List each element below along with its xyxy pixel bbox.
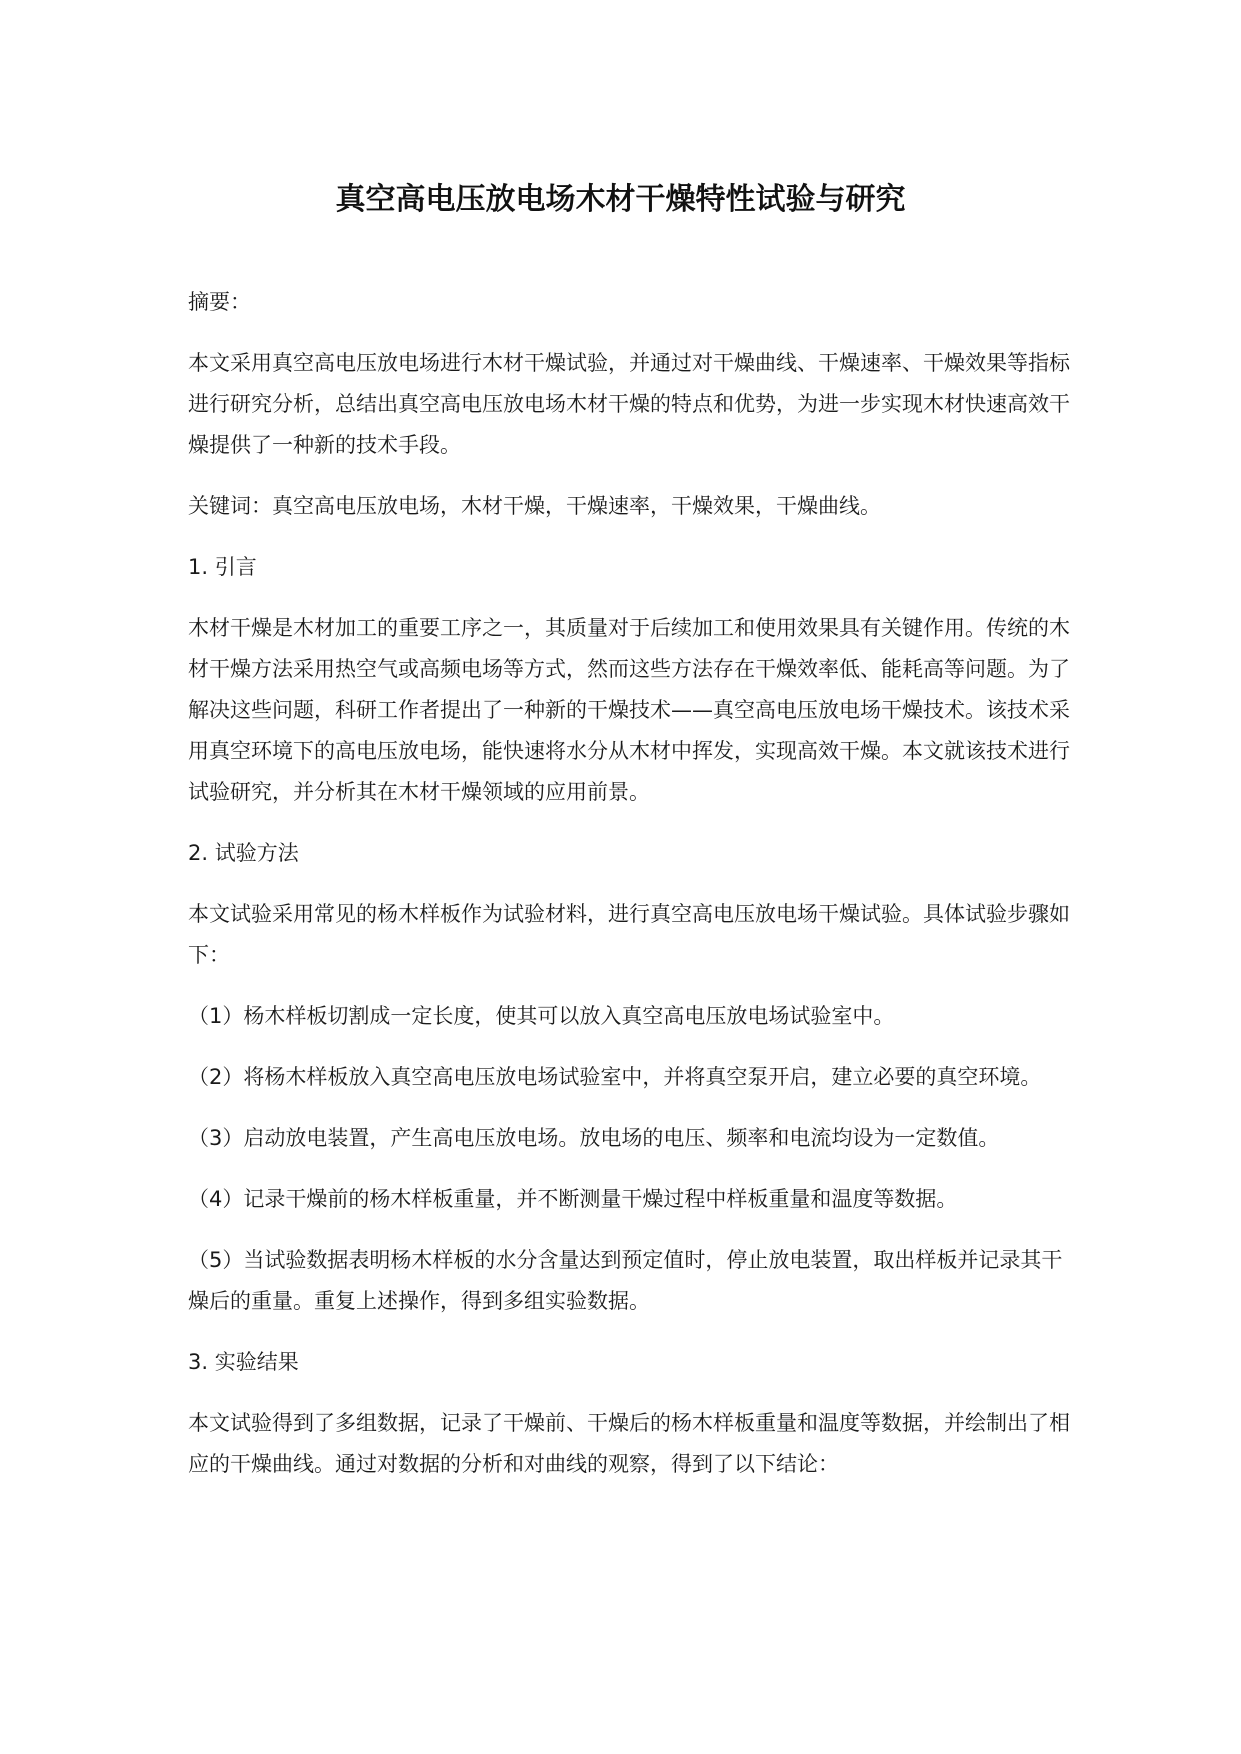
document-body [188, 282, 1083, 1505]
method-text: 本文试验采用常见的杨木样板作为试验材料，进行真空高电压放电场干燥试验。具体试验步骤如下： [188, 902, 1070, 967]
method-step-3: （3）启动放电装置，产生高电压放电场。放电场的电压、频率和电流均设为一定数值。 [188, 1126, 1000, 1150]
method-step-2: （2）将杨木样板放入真空高电压放电场试验室中，并将真空泵开启，建立必要的真空环境。 [188, 1065, 1042, 1089]
document-title: 真空高电压放电场木材干燥特性试验与研究 [335, 182, 906, 217]
section-heading-method: 2. 试验方法 [188, 841, 299, 865]
section-heading-introduction: 1. 引言 [188, 555, 257, 579]
method-step-4: （4）记录干燥前的杨木样板重量，并不断测量干燥过程中样板重量和温度等数据。 [188, 1187, 958, 1211]
introduction-text: 木材干燥是木材加工的重要工序之一，其质量对于后续加工和使用效果具有关键作用。传统的木材干燥方法采用热空气或高频电场等方式，然而这些方法存在干燥效率低、能耗高等问题。为了解决这些问题，科研工作者提出了一种新的干燥技术——真空高电压放电场干燥技术。该技术采用真空环境下的高电压放电场，能快速将水分从木材中挥发，实现高效干燥。本文就该技术进行试验研究，并分析其在木材干燥领域的应用前景。 [188, 616, 1070, 804]
keywords: 关键词：真空高电压放电场，木材干燥，干燥速率，干燥效果，干燥曲线。 [188, 494, 881, 518]
abstract-text: 本文采用真空高电压放电场进行木材干燥试验，并通过对干燥曲线、干燥速率、干燥效果等指标进行研究分析，总结出真空高电压放电场木材干燥的特点和优势，为进一步实现木材快速高效干燥提供了一种新的技术手段。 [188, 351, 1070, 457]
abstract-heading: 摘要： [188, 290, 251, 314]
results-text: 本文试验得到了多组数据，记录了干燥前、干燥后的杨木样板重量和温度等数据，并绘制出了相应的干燥曲线。通过对数据的分析和对曲线的观察，得到了以下结论： [188, 1411, 1070, 1476]
method-step-5: （5）当试验数据表明杨木样板的水分含量达到预定值时，停止放电装置，取出样板并记录其干燥后的重量。重复上述操作，得到多组实验数据。 [188, 1248, 1063, 1313]
section-heading-results: 3. 实验结果 [188, 1350, 299, 1374]
method-step-1: （1）杨木样板切割成一定长度，使其可以放入真空高电压放电场试验室中。 [188, 1004, 895, 1028]
